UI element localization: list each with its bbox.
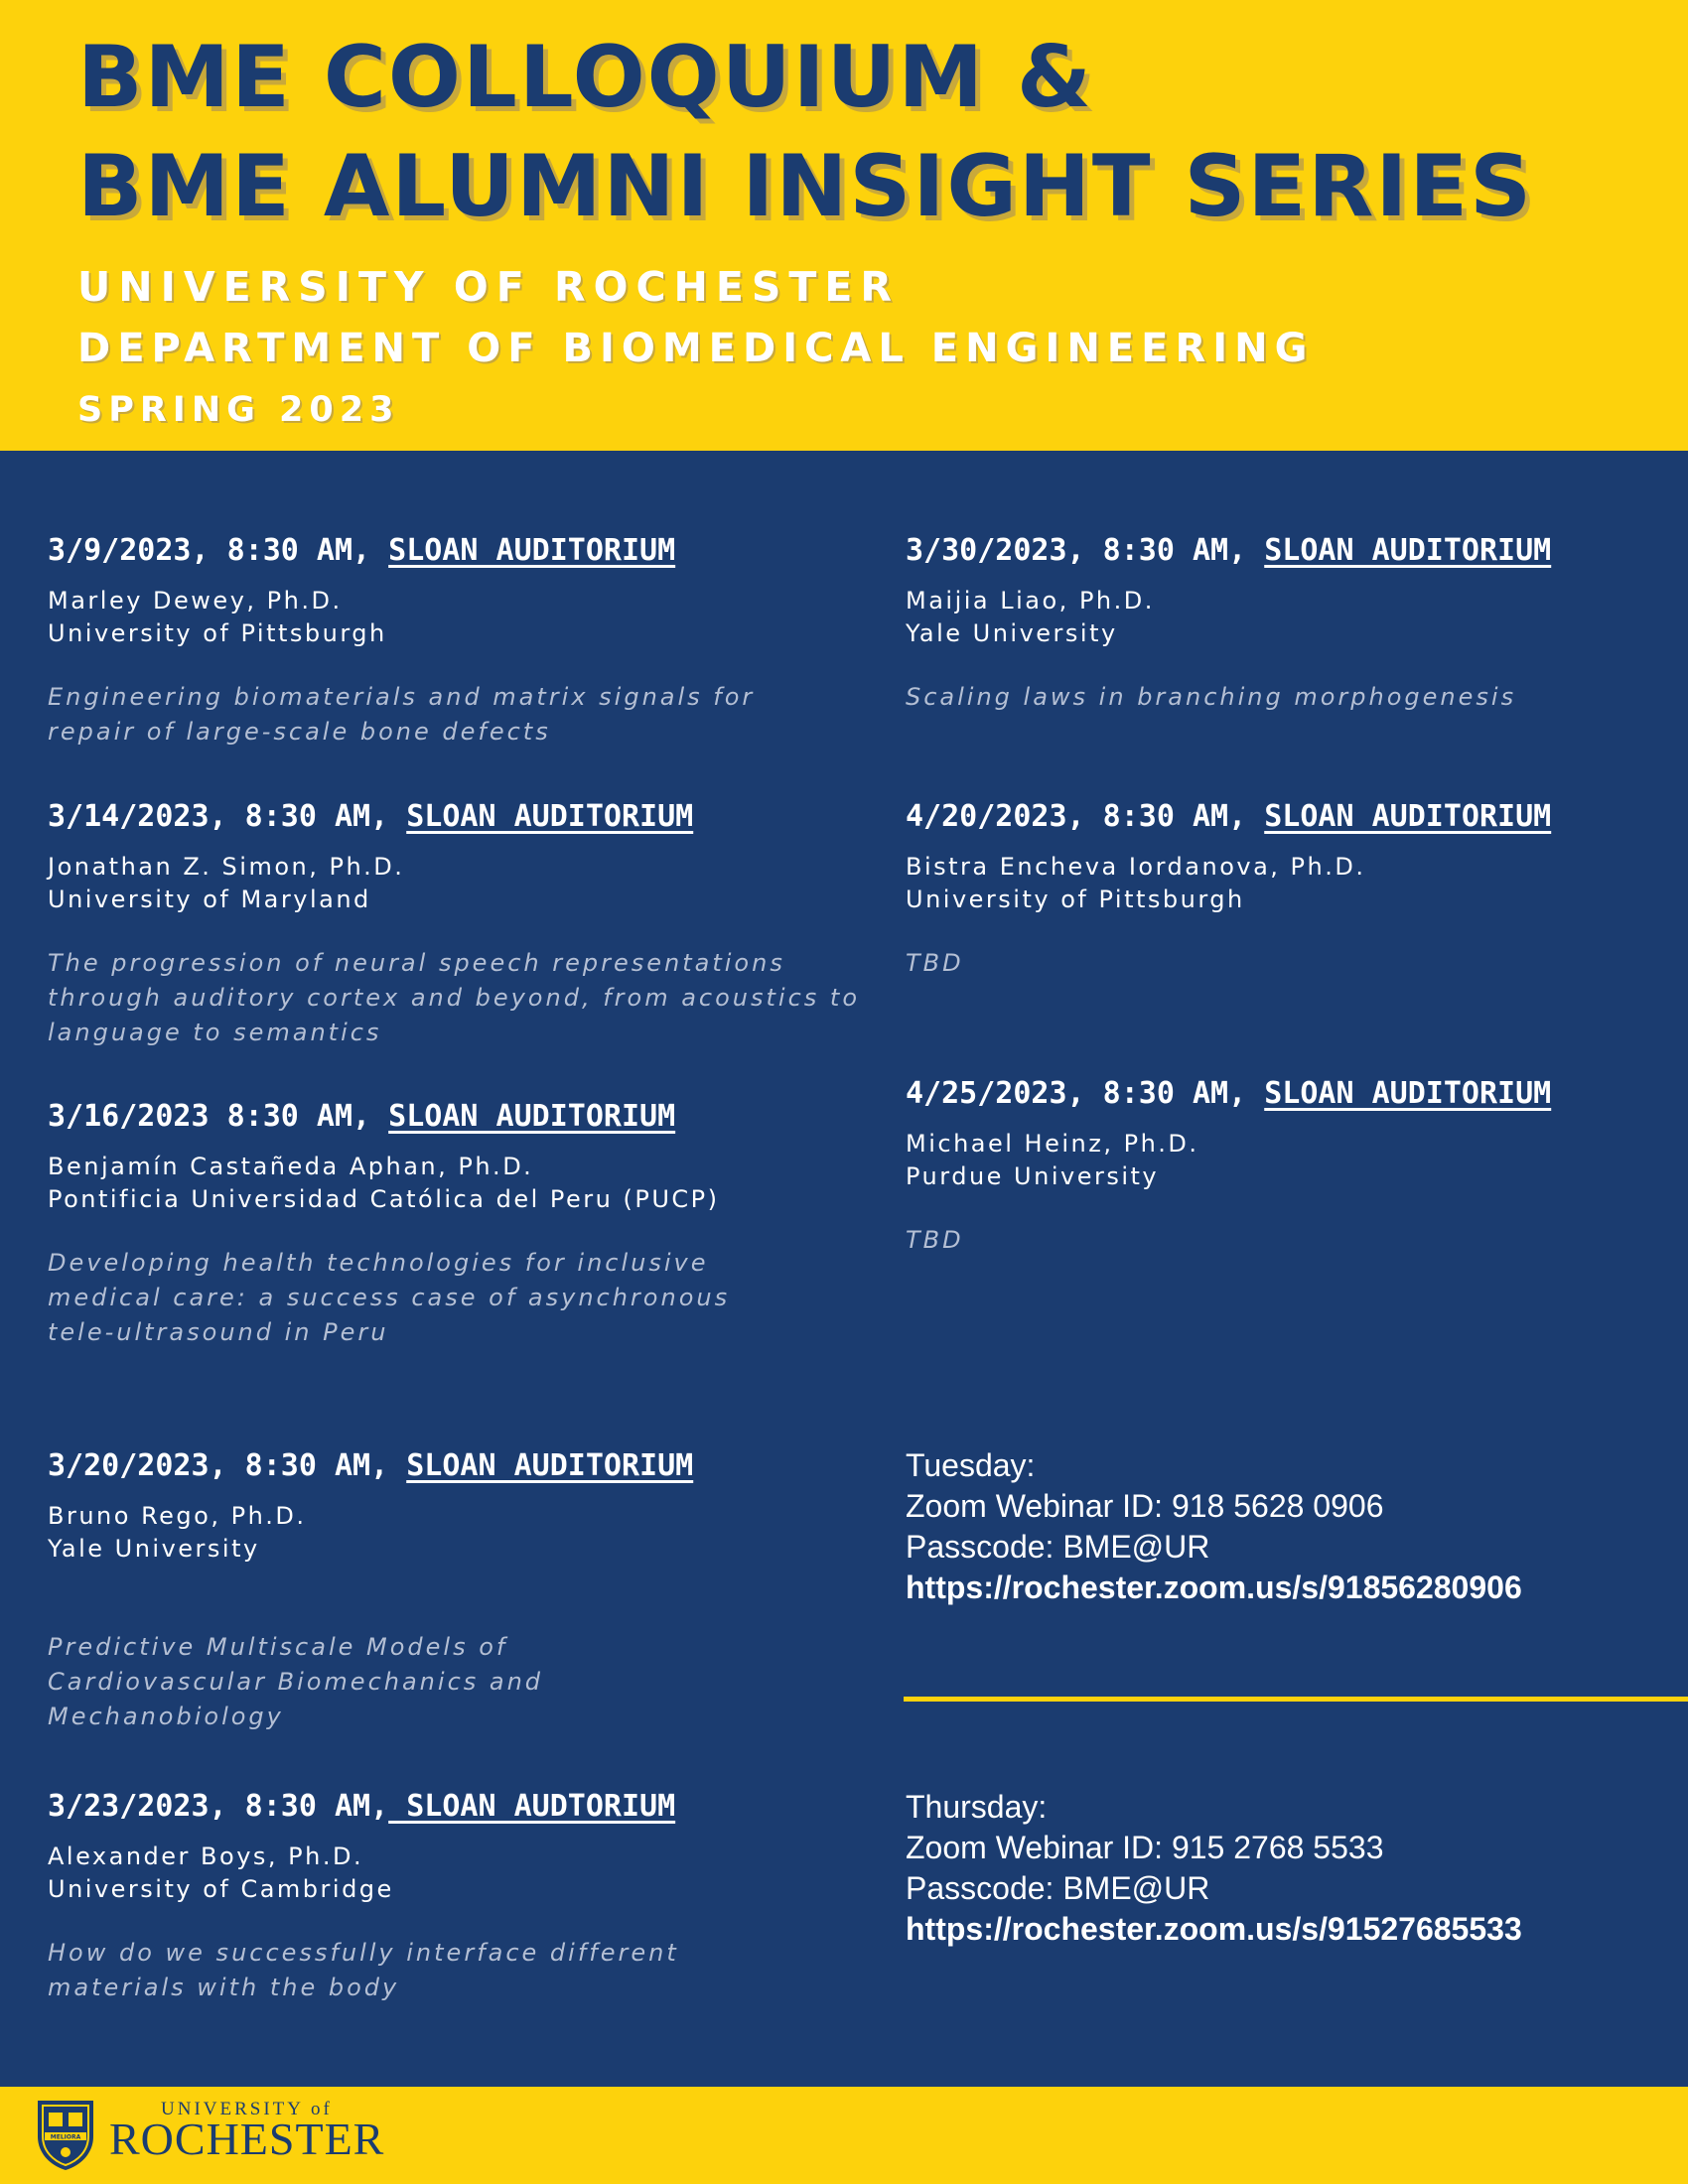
speaker-affiliation: University of Pittsburgh [906,886,1245,913]
speaker-affiliation: Yale University [48,1535,260,1563]
zoom-info-thursday [906,1787,1522,1950]
svg-text:MELIORA: MELIORA [50,2133,81,2141]
university-name: UNIVERSITY OF ROCHESTER [77,263,900,311]
event-heading [906,531,1601,571]
zoom-webinar-id: Zoom Webinar ID: 918 5628 0906 [906,1488,1384,1524]
speaker-name: Maijia Liao, Ph.D. [906,587,1155,614]
zoom-passcode: Passcode: BME@UR [906,1529,1210,1565]
speaker-name: Bruno Rego, Ph.D. [48,1502,307,1530]
title-line-1: BME COLLOQUIUM & [77,28,1093,127]
event-date: 3/30/2023, 8:30 AM, [906,533,1265,568]
event-heading [48,1787,763,1827]
event-venue-link[interactable]: SLOAN AUDITORIUM [406,799,694,834]
event-7 [906,797,1601,981]
logo-rochester: ROCHESTER [109,2114,385,2164]
header-banner [0,0,1688,451]
event-heading [48,1446,693,1486]
event-3 [48,1097,802,1350]
zoom-passcode: Passcode: BME@UR [906,1870,1210,1906]
department-name: DEPARTMENT OF BIOMEDICAL ENGINEERING [77,326,1315,371]
event-5 [48,1787,763,2005]
zoom-info-tuesday [906,1445,1522,1608]
event-venue-link[interactable]: SLOAN AUDITORIUM [406,1448,694,1483]
zoom-link[interactable]: https://rochester.zoom.us/s/91856280906 [906,1570,1522,1605]
event-date: 4/20/2023, 8:30 AM, [906,799,1265,834]
event-date: 4/25/2023, 8:30 AM, [906,1076,1265,1111]
university-seal-icon [34,2097,97,2172]
section-divider [904,1697,1688,1702]
talk-title: Predictive Multiscale Models of Cardiovascular Biomechanics and Mechanobiology [48,1633,544,1730]
speaker-name: Benjamín Castañeda Aphan, Ph.D. [48,1153,534,1180]
event-venue-link[interactable]: SLOAN AUDITORIUM [388,533,676,568]
zoom-link[interactable]: https://rochester.zoom.us/s/91527685533 [906,1911,1522,1947]
event-8 [906,1074,1601,1258]
zoom-webinar-id: Zoom Webinar ID: 915 2768 5533 [906,1830,1384,1865]
talk-title: TBD [906,949,964,977]
talk-title: How do we successfully interface different materials with the body [48,1939,679,2001]
speaker-affiliation: Pontificia Universidad Católica del Peru (PUCP) [48,1185,720,1213]
speaker-affiliation: University of Maryland [48,886,371,913]
speaker-name: Bistra Encheva Iordanova, Ph.D. [906,853,1366,881]
event-6 [906,531,1601,715]
talk-title: Engineering biomaterials and matrix signals for repair of large-scale bone defects [48,683,756,746]
event-heading [48,1097,802,1137]
event-heading [48,797,862,837]
zoom-day: Thursday: [906,1789,1048,1825]
event-heading [906,1074,1601,1114]
speaker-affiliation: Purdue University [906,1162,1160,1190]
event-date: 3/14/2023, 8:30 AM, [48,799,407,834]
event-heading [906,797,1601,837]
speaker-affiliation: University of Cambridge [48,1875,394,1903]
speaker-name: Jonathan Z. Simon, Ph.D. [48,853,405,881]
event-venue-link[interactable]: SLOAN AUDITORIUM [1264,1076,1552,1111]
event-venue-link[interactable]: SLOAN AUDTORIUM [388,1789,676,1824]
speaker-name: Alexander Boys, Ph.D. [48,1843,364,1870]
event-date: 3/9/2023, 8:30 AM, [48,533,389,568]
logo-university-of: UNIVERSITY of [161,2099,333,2119]
event-2 [48,797,862,1050]
talk-title: Developing health technologies for inclusive medical care: a success case of asynchronous tele-ultrasound in Peru [48,1249,731,1346]
speaker-affiliation: Yale University [906,619,1118,647]
event-1 [48,531,763,750]
speaker-affiliation: University of Pittsburgh [48,619,387,647]
talk-title: Scaling laws in branching morphogenesis [906,683,1517,711]
zoom-day: Tuesday: [906,1447,1036,1483]
term-label: SPRING 2023 [77,390,400,430]
event-date: 3/16/2023 8:30 AM, [48,1099,389,1134]
event-venue-link[interactable]: SLOAN AUDITORIUM [1264,533,1552,568]
event-venue-link[interactable]: SLOAN AUDITORIUM [1264,799,1552,834]
event-venue-link[interactable]: SLOAN AUDITORIUM [388,1099,676,1134]
talk-title: TBD [906,1226,964,1254]
event-date: 3/23/2023, 8:30 AM, [48,1789,389,1824]
speaker-name: Michael Heinz, Ph.D. [906,1130,1199,1158]
speaker-name: Marley Dewey, Ph.D. [48,587,343,614]
event-4 [48,1446,693,1734]
talk-title: The progression of neural speech representations through auditory cortex and beyond, from acoustics to language to semantics [48,949,861,1046]
title-line-2: BME ALUMNI INSIGHT SERIES [77,137,1534,236]
event-date: 3/20/2023, 8:30 AM, [48,1448,407,1483]
event-heading [48,531,763,571]
